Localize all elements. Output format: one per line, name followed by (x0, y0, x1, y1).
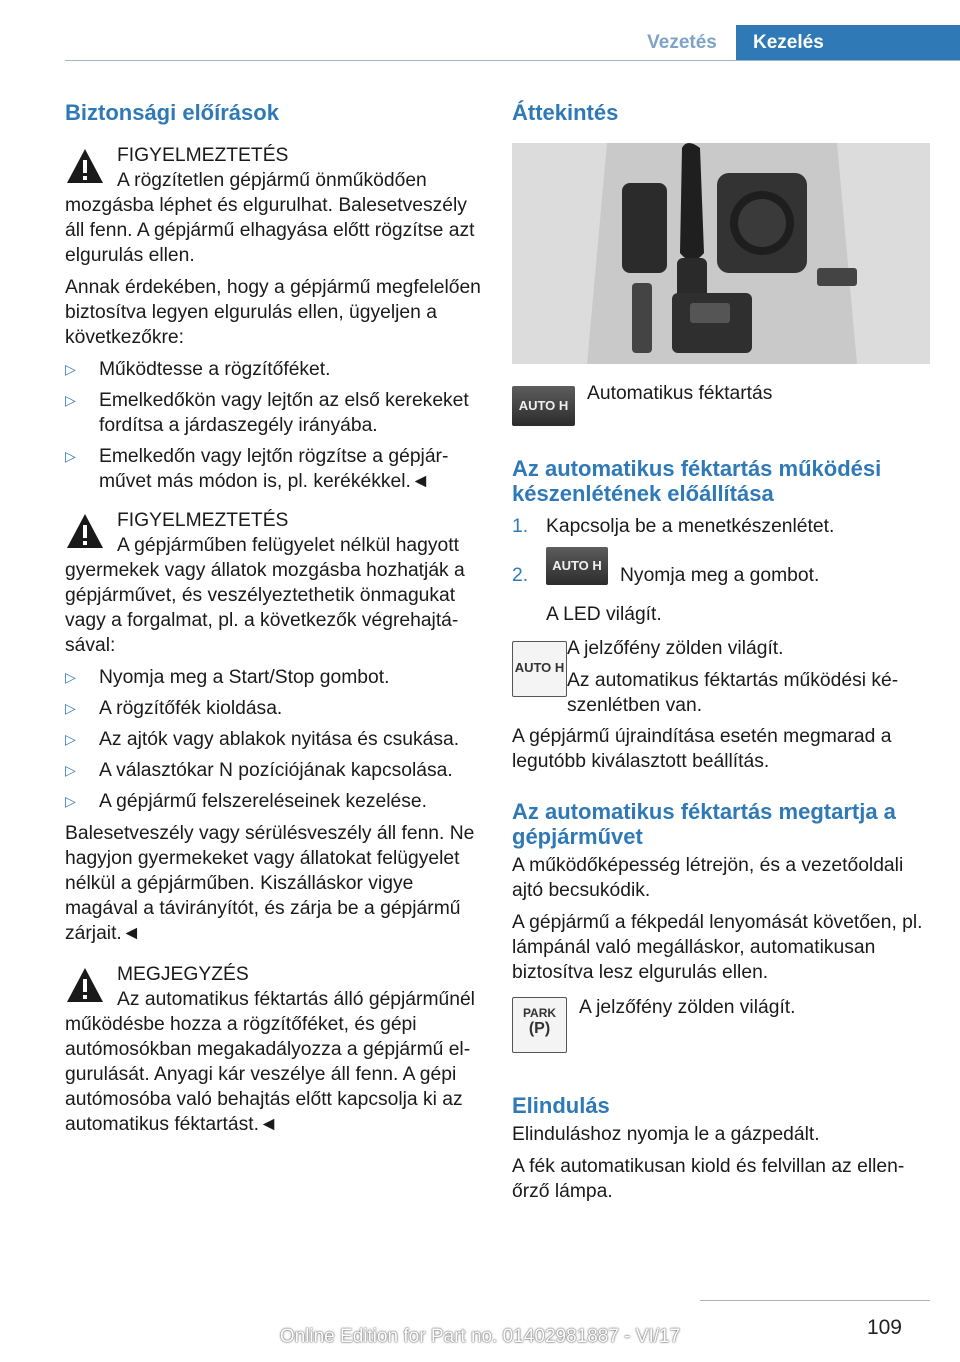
park-indicator-row (512, 995, 930, 1065)
header-rule (65, 60, 960, 61)
child-hazard-list (65, 665, 483, 814)
hold-paragraph-1: A működőképesség létrejön, és a vezetőoldali ajtó becsukódik. (512, 855, 904, 901)
list-item: ▷ Az ajtók vagy ablakok nyitása és csukása. (65, 729, 460, 750)
note-text: Az automatikus féktartás álló gépjárműnél működésbe hozza a rögzítőféket, és gépi autómosókban megakadályozza a gépjármű elgurulását. Anyagi kár veszélye áll fenn. A gépi autómosóba való behajtás előtt kapcsolja ki az automatikus féktartást.◄ (65, 989, 475, 1135)
steps-list (512, 514, 930, 593)
park-indicator-icon: PARK (P) (512, 997, 567, 1053)
bullet-triangle-icon: ▷ (65, 361, 76, 377)
bullet-triangle-icon: ▷ (65, 700, 76, 716)
right-column (512, 100, 930, 1204)
section-title-driveoff: Elindulás (512, 1093, 610, 1118)
indicator-text-2: Az automatikus féktartás működési készenlétben van. (567, 670, 899, 716)
autoh-button-inline[interactable]: AUTO H (546, 547, 608, 585)
step-item: 1. Kapcsolja be a menetkészenlétet. (512, 516, 835, 537)
indicator-autoh-row (512, 636, 930, 718)
list-item: ▷ Nyomja meg a Start/Stop gombot. (65, 667, 390, 688)
bullet-triangle-icon: ▷ (65, 731, 76, 747)
center-console-image (512, 143, 930, 364)
warning-text-1: A rögzítetlen gépjármű önműködően mozgásba léphet és elgurulhat. Balesetveszély áll fenn. A gépjármű elhagyása előtt rögzítse azt elgurulás ellen. (65, 170, 475, 266)
bullet-triangle-icon: ▷ (65, 392, 76, 408)
bullet-triangle-icon: ▷ (65, 762, 76, 778)
bullet-triangle-icon: ▷ (65, 448, 76, 464)
autoh-button[interactable]: AUTO H (512, 386, 575, 426)
list-item: ▷ A gépjármű felszereléseinek kezelése. (65, 791, 427, 812)
left-column (65, 100, 483, 1137)
driveoff-paragraph-2: A fék automatikusan kiold és felvillan az ellenőrző lámpa. (512, 1156, 905, 1202)
warning-text-2: A gépjárműben felügyelet nélkül hagyott gyermekek vagy állatok mozgásba hozhatják a gépjárművet, és veszélyeztethetik önmagukat vagy a forgalmat, pl. a következők végrehajtásával: (65, 535, 465, 656)
bullet-triangle-icon: ▷ (65, 669, 76, 685)
list-item: ▷ A választókar N pozíciójának kapcsolása. (65, 760, 453, 781)
bullet-triangle-icon: ▷ (65, 793, 76, 809)
section-title-hold: Az automatikus féktartás megtartja a gépjárművet (512, 799, 896, 849)
autoh-row (512, 383, 930, 426)
note-block (65, 962, 483, 1012)
warning-icon (65, 965, 105, 1005)
led-text: A LED világít. (546, 604, 662, 625)
page-number: 109 (866, 1316, 902, 1339)
warning-label-1: FIGYELMEZTETÉS (117, 145, 289, 166)
list-item: ▷ Emelkedőkön vagy lejtőn az első kerekeket fordítsa a járdaszegély irányába. (65, 390, 469, 436)
step-item: 2. AUTO H Nyomja meg a gombot. (512, 553, 930, 593)
header-tab-vezetes[interactable]: Vezetés (647, 32, 717, 53)
precaution-list (65, 357, 483, 494)
park-indicator-text: A jelzőfény zölden világít. (579, 997, 796, 1018)
autoh-label: Automatikus féktartás (587, 383, 773, 404)
indicator-text-1: A jelzőfény zölden világít. (567, 638, 784, 659)
hold-paragraph-2: A gépjármű a fékpedál lenyomását követően, pl. lámpánál való megálláskor, automatikusan biztosítva lesz elgurulás ellen. (512, 912, 923, 983)
warning-icon (65, 511, 105, 551)
list-item: ▷ A rögzítőfék kioldása. (65, 698, 283, 719)
list-item: ▷ Működtesse a rögzítőféket. (65, 359, 331, 380)
warning-label-2: FIGYELMEZTETÉS (117, 510, 289, 531)
edition-watermark: Online Edition for Part no. 01402981887 - VI/17 (279, 1326, 681, 1347)
note-label: MEGJEGYZÉS (117, 964, 249, 985)
warning-block-2 (65, 508, 483, 558)
section-title-safety: Biztonsági előírások (65, 100, 279, 125)
warning-block-1 (65, 143, 483, 193)
list-item: ▷ Emelkedőn vagy lejtőn rögzítse a gépjárművet más módon is, pl. kerékékkel.◄ (65, 446, 449, 492)
warning-icon (65, 146, 105, 186)
footer-rule (700, 1300, 930, 1301)
center-console-illustration (512, 143, 930, 364)
hazard-paragraph: Balesetveszély vagy sérülésveszély áll fenn. Ne hagyjon gyermekeket vagy állatokat felügyelet nélkül a gépjárműben. Kiszálláskor vigye magával a távirányítót, és zárja be a gépjármű zárjait.◄ (65, 823, 475, 944)
section-title-readiness: Az automatikus féktartás működési készenlétének előállítása (512, 456, 882, 506)
autoh-indicator-icon: AUTO H (512, 641, 567, 697)
section-title-overview: Áttekintés (512, 100, 619, 125)
driveoff-paragraph-1: Elinduláshoz nyomja le a gázpedált. (512, 1124, 820, 1145)
restart-paragraph: A gépjármű újraindítása esetén megmarad a legutóbb kiválasztott beállítás. (512, 726, 892, 772)
header-tab-kezeles[interactable]: Kezelés (736, 25, 960, 61)
intro-paragraph: Annak érdekében, hogy a gépjármű megfelelően biztosítva legyen elgurulás ellen, ügyeljen a következőkre: (65, 277, 481, 348)
